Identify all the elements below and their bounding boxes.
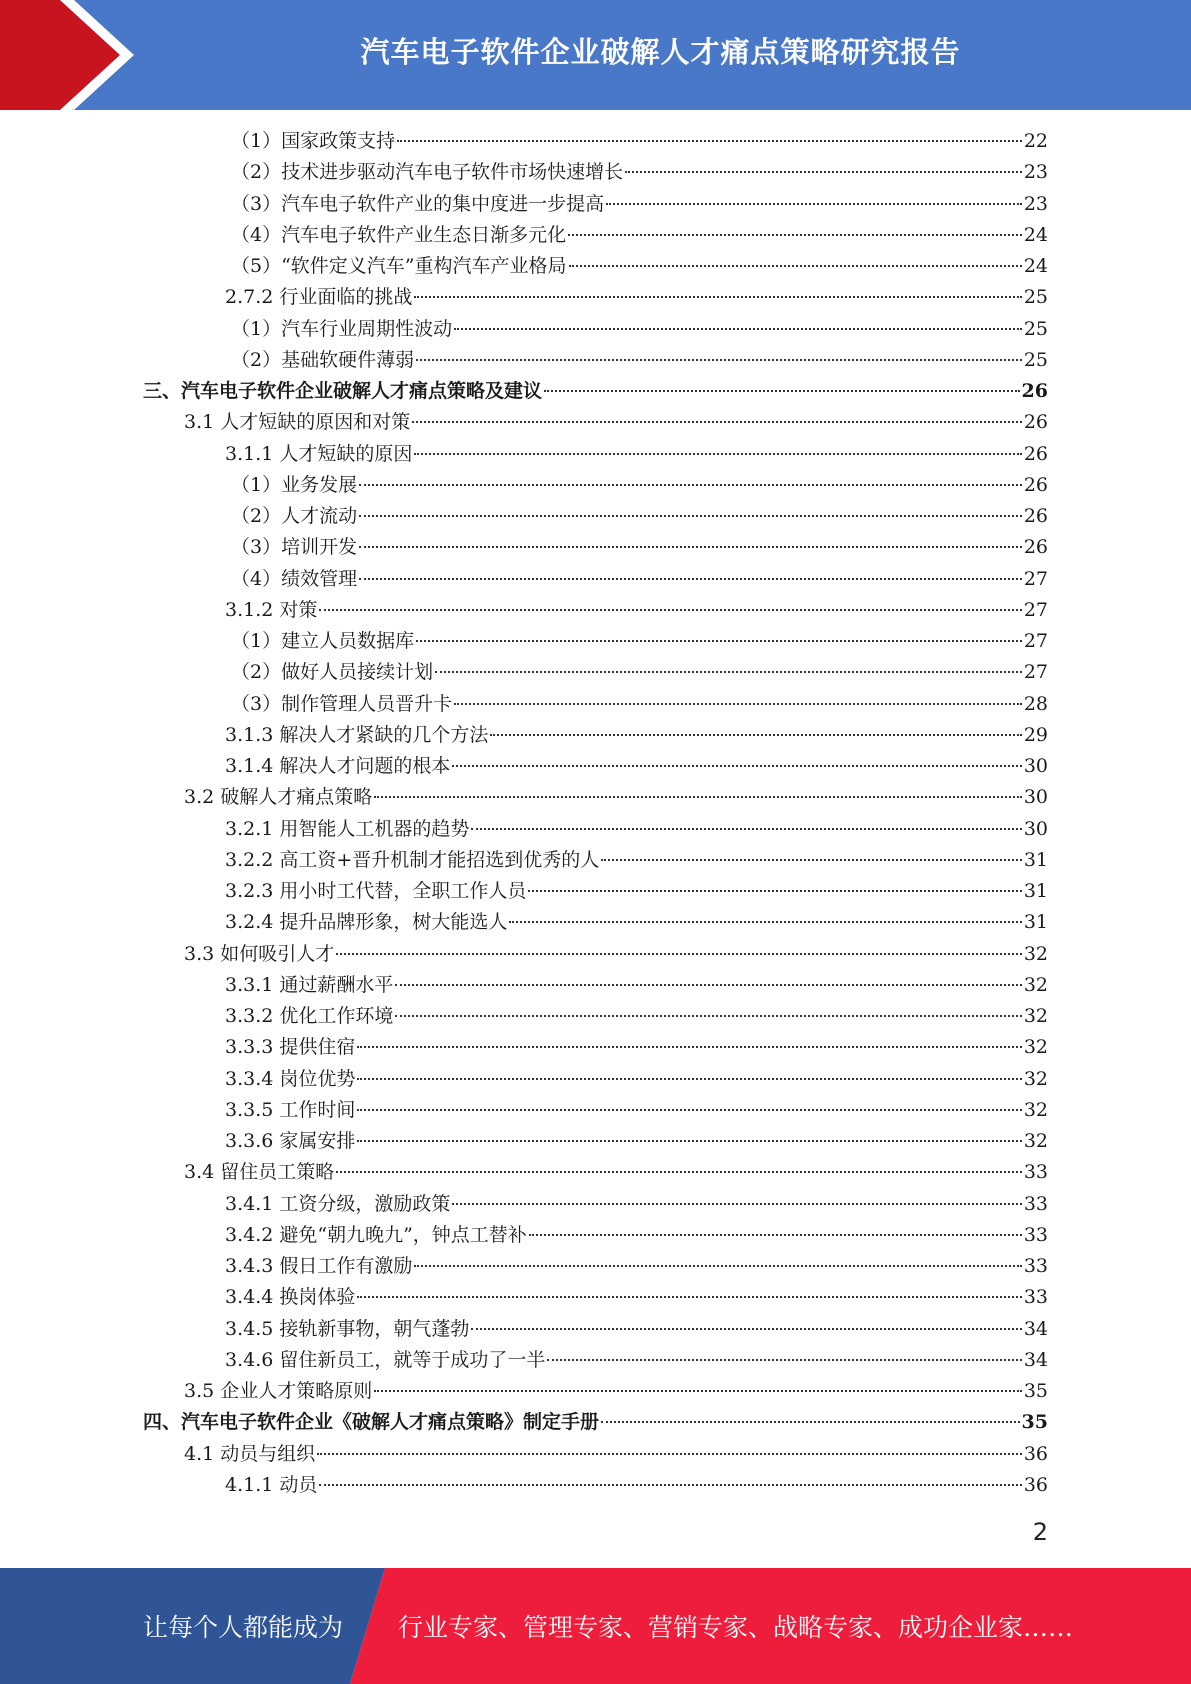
toc-entry[interactable] bbox=[225, 597, 1048, 623]
toc-entry[interactable] bbox=[184, 784, 1048, 810]
toc-entry[interactable] bbox=[225, 1347, 1048, 1373]
toc-entry-title: （1）国家政策支持 bbox=[231, 130, 396, 152]
toc-entry-page: 30 bbox=[1023, 786, 1048, 809]
toc-dot-leader bbox=[529, 1234, 1022, 1236]
toc-entry[interactable] bbox=[184, 1159, 1048, 1185]
toc-entry[interactable] bbox=[184, 941, 1048, 967]
toc-entry-page: 26 bbox=[1023, 411, 1048, 434]
toc-entry-page: 25 bbox=[1023, 317, 1048, 340]
toc-dot-leader bbox=[452, 1203, 1021, 1205]
toc-entry-page: 33 bbox=[1023, 1255, 1048, 1277]
toc-dot-leader bbox=[544, 390, 1020, 392]
toc-dot-leader bbox=[359, 515, 1022, 517]
toc-entry-title: 3.4.6 留住新员工，就等于成功了一半 bbox=[225, 1348, 546, 1371]
toc-entry-title: 三、汽车电子软件企业破解人才痛点策略及建议 bbox=[143, 380, 543, 402]
toc-entry[interactable] bbox=[225, 1253, 1048, 1279]
toc-entry-title: （4）汽车电子软件产业生态日渐多元化 bbox=[231, 223, 567, 246]
toc-dot-leader bbox=[395, 984, 1021, 986]
toc-dot-leader bbox=[359, 546, 1022, 548]
toc-entry[interactable] bbox=[225, 1472, 1048, 1498]
toc-entry-title: 3.4.3 假日工作有激励 bbox=[225, 1255, 413, 1277]
toc-dot-leader bbox=[357, 1296, 1021, 1298]
toc-entry-title: 3.3.1 通过薪酬水平 bbox=[225, 973, 394, 996]
toc-entry-title: 3.4.1 工资分级，激励政策 bbox=[225, 1192, 451, 1215]
toc-entry-title: 3.2.2 高工资+晋升机制才能招选到优秀的人 bbox=[225, 848, 600, 871]
toc-entry[interactable] bbox=[225, 1066, 1048, 1092]
toc-dot-leader bbox=[601, 1421, 1020, 1423]
toc-dot-leader bbox=[319, 1484, 1021, 1486]
toc-entry[interactable] bbox=[225, 1003, 1048, 1029]
toc-entry-page: 30 bbox=[1023, 817, 1048, 840]
toc-entry[interactable] bbox=[225, 847, 1048, 873]
toc-entry[interactable] bbox=[231, 628, 1048, 654]
toc-entry[interactable] bbox=[231, 316, 1048, 342]
toc-dot-leader bbox=[319, 609, 1021, 611]
toc-entry-page: 25 bbox=[1023, 286, 1048, 309]
toc-entry-page: 26 bbox=[1023, 536, 1048, 559]
toc-dot-leader bbox=[414, 296, 1021, 298]
footer-band bbox=[0, 1568, 1191, 1684]
toc-entry-page: 31 bbox=[1023, 911, 1048, 934]
toc-entry-title: 3.1.1 人才短缺的原因 bbox=[225, 442, 413, 465]
toc-entry[interactable] bbox=[231, 534, 1048, 560]
toc-entry-title: 3.3.3 提供住宿 bbox=[225, 1036, 356, 1059]
toc-entry-page: 22 bbox=[1023, 130, 1048, 152]
toc-entry[interactable] bbox=[225, 1222, 1048, 1248]
toc-entry-title: 3.2.3 用小时工代替，全职工作人员 bbox=[225, 880, 527, 902]
toc-entry-page: 31 bbox=[1023, 848, 1048, 871]
toc-entry-title: 3.4.5 接轨新事物，朝气蓬勃 bbox=[225, 1317, 470, 1340]
toc-entry-page: 28 bbox=[1023, 692, 1048, 715]
toc-entry-title: （2）做好人员接续计划 bbox=[231, 661, 434, 684]
toc-dot-leader bbox=[374, 796, 1022, 798]
toc-dot-leader bbox=[336, 1171, 1022, 1173]
toc-entry-page: 24 bbox=[1023, 223, 1048, 246]
toc-dot-leader bbox=[454, 703, 1022, 705]
toc-entry-title: 3.1 人才短缺的原因和对策 bbox=[184, 411, 411, 434]
toc-dot-leader bbox=[357, 1078, 1021, 1080]
toc-dot-leader bbox=[395, 1015, 1021, 1017]
toc-entry-title: （4）绩效管理 bbox=[231, 567, 358, 590]
toc-entry-page: 27 bbox=[1023, 567, 1048, 590]
toc-entry[interactable] bbox=[225, 722, 1048, 748]
toc-entry-title: （2）基础软硬件薄弱 bbox=[231, 348, 415, 371]
toc-entry-title: 2.7.2 行业面临的挑战 bbox=[225, 286, 413, 309]
toc-entry-title: 4.1.1 动员 bbox=[225, 1473, 318, 1496]
toc-entry-title: （1）建立人员数据库 bbox=[231, 630, 415, 652]
toc-entry-title: （1）汽车行业周期性波动 bbox=[231, 317, 453, 340]
toc-entry-page: 32 bbox=[1023, 1130, 1048, 1152]
toc-entry[interactable] bbox=[231, 691, 1048, 717]
toc-entry-page: 26 bbox=[1023, 442, 1048, 465]
toc-entry[interactable] bbox=[231, 222, 1048, 248]
toc-entry-title: 3.1.4 解决人才问题的根本 bbox=[225, 755, 451, 777]
toc-dot-leader bbox=[601, 859, 1022, 861]
toc-entry-title: 3.4.4 换岗体验 bbox=[225, 1286, 356, 1309]
toc-dot-leader bbox=[471, 1328, 1021, 1330]
toc-entry-page: 23 bbox=[1023, 192, 1048, 215]
toc-entry[interactable] bbox=[231, 566, 1048, 592]
toc-entry-title: 3.3.2 优化工作环境 bbox=[225, 1005, 394, 1027]
toc-dot-leader bbox=[547, 1359, 1021, 1361]
toc-entry-page: 32 bbox=[1023, 1098, 1048, 1121]
toc-entry-page: 33 bbox=[1023, 1286, 1048, 1309]
toc-dot-leader bbox=[490, 734, 1021, 736]
toc-entry-page: 30 bbox=[1023, 755, 1048, 777]
toc-entry-page: 24 bbox=[1023, 255, 1048, 277]
toc-entry-title: 3.5 企业人才策略原则 bbox=[184, 1380, 373, 1402]
toc-entry-page: 26 bbox=[1023, 473, 1048, 496]
toc-entry-page: 33 bbox=[1023, 1192, 1048, 1215]
toc-dot-leader bbox=[359, 578, 1022, 580]
toc-entry-title: 3.4.2 避免“朝九晚九”，钟点工替补 bbox=[225, 1223, 527, 1246]
toc-entry-title: （1）业务发展 bbox=[231, 473, 358, 496]
toc-dot-leader bbox=[336, 953, 1022, 955]
toc-dot-leader bbox=[357, 1109, 1021, 1111]
toc-entry[interactable] bbox=[225, 1128, 1048, 1154]
toc-entry-title: 3.3.5 工作时间 bbox=[225, 1098, 356, 1121]
report-title: 汽车电子软件企业破解人才痛点策略研究报告 bbox=[360, 34, 961, 69]
toc-entry-page: 35 bbox=[1023, 1380, 1048, 1402]
toc-chapter-entry[interactable] bbox=[143, 1409, 1048, 1435]
toc-entry[interactable] bbox=[225, 1316, 1048, 1342]
toc-entry-title: 3.2.4 提升品牌形象，树大能选人 bbox=[225, 911, 508, 934]
toc-entry[interactable] bbox=[231, 128, 1048, 154]
toc-dot-leader bbox=[416, 640, 1022, 642]
toc-entry-title: （3）制作管理人员晋升卡 bbox=[231, 692, 453, 715]
toc-dot-leader bbox=[454, 328, 1022, 330]
toc-entry[interactable] bbox=[225, 753, 1048, 779]
toc-entry-title: 四、汽车电子软件企业《破解人才痛点策略》制定手册 bbox=[143, 1411, 600, 1434]
toc-dot-leader bbox=[317, 1453, 1022, 1455]
toc-entry-title: （3）培训开发 bbox=[231, 536, 358, 559]
toc-entry-page: 32 bbox=[1023, 1036, 1048, 1059]
toc-entry-page: 35 bbox=[1021, 1411, 1048, 1434]
toc-entry-page: 26 bbox=[1021, 380, 1048, 402]
toc-entry[interactable] bbox=[184, 409, 1048, 435]
toc-entry-page: 31 bbox=[1023, 880, 1048, 902]
toc-entry[interactable] bbox=[225, 1191, 1048, 1217]
toc-entry-title: （3）汽车电子软件产业的集中度进一步提高 bbox=[231, 192, 605, 215]
toc-entry[interactable] bbox=[225, 284, 1048, 310]
toc-entry[interactable] bbox=[225, 1097, 1048, 1123]
toc-entry[interactable] bbox=[225, 441, 1048, 467]
toc-dot-leader bbox=[568, 234, 1022, 236]
toc-entry[interactable] bbox=[231, 159, 1048, 185]
toc-dot-leader bbox=[357, 1046, 1021, 1048]
toc-entry[interactable] bbox=[231, 503, 1048, 529]
toc-entry-page: 34 bbox=[1023, 1348, 1048, 1371]
toc-entry-title: 3.3.4 岗位优势 bbox=[225, 1067, 356, 1090]
toc-dot-leader bbox=[528, 890, 1021, 892]
toc-entry-title: 3.1.2 对策 bbox=[225, 598, 318, 621]
toc-entry-title: 3.3.6 家属安排 bbox=[225, 1130, 356, 1152]
toc-dot-leader bbox=[414, 1265, 1021, 1267]
toc-dot-leader bbox=[606, 203, 1022, 205]
toc-entry-page: 27 bbox=[1023, 598, 1048, 621]
toc-dot-leader bbox=[569, 265, 1022, 267]
toc-entry[interactable] bbox=[225, 878, 1048, 904]
toc-entry-title: （5）“软件定义汽车”重构汽车产业格局 bbox=[231, 255, 567, 277]
toc-entry-page: 32 bbox=[1023, 942, 1048, 965]
toc-entry[interactable] bbox=[225, 1034, 1048, 1060]
toc-dot-leader bbox=[625, 171, 1022, 173]
toc-entry-title: 3.2.1 用智能人工机器的趋势 bbox=[225, 817, 470, 840]
toc-entry-page: 33 bbox=[1023, 1223, 1048, 1246]
toc-entry-page: 27 bbox=[1023, 661, 1048, 684]
toc-dot-leader bbox=[359, 484, 1022, 486]
toc-entry[interactable] bbox=[225, 816, 1048, 842]
toc-entry-title: 3.3 如何吸引人才 bbox=[184, 942, 335, 965]
toc-entry[interactable] bbox=[225, 1284, 1048, 1310]
toc-entry[interactable] bbox=[231, 191, 1048, 217]
toc-dot-leader bbox=[435, 671, 1022, 673]
toc-entry[interactable] bbox=[231, 253, 1048, 279]
footer-slogan-right: 行业专家、管理专家、营销专家、战略专家、成功企业家…… bbox=[398, 1613, 1074, 1642]
toc-dot-leader bbox=[414, 453, 1021, 455]
toc-dot-leader bbox=[412, 421, 1022, 423]
toc-dot-leader bbox=[452, 765, 1021, 767]
toc-entry-page: 36 bbox=[1023, 1442, 1048, 1465]
toc-entry-page: 25 bbox=[1023, 348, 1048, 371]
toc-entry-page: 26 bbox=[1023, 505, 1048, 527]
toc-entry[interactable] bbox=[184, 1378, 1048, 1404]
toc-entry-page: 23 bbox=[1023, 161, 1048, 184]
toc-entry-page: 36 bbox=[1023, 1473, 1048, 1496]
footer-slogan-left: 让每个人都能成为 bbox=[143, 1613, 344, 1642]
toc-entry-page: 32 bbox=[1023, 1005, 1048, 1027]
toc-dot-leader bbox=[357, 1140, 1021, 1142]
toc-entry-title: 4.1 动员与组织 bbox=[184, 1442, 316, 1465]
toc-entry[interactable] bbox=[225, 909, 1048, 935]
toc-entry-page: 33 bbox=[1023, 1161, 1048, 1184]
toc-dot-leader bbox=[397, 140, 1022, 142]
toc-entry[interactable] bbox=[225, 972, 1048, 998]
toc-entry[interactable] bbox=[231, 347, 1048, 373]
header-band bbox=[0, 0, 1191, 110]
toc-entry-title: 3.2 破解人才痛点策略 bbox=[184, 786, 373, 809]
toc-entry-title: （2）人才流动 bbox=[231, 505, 358, 527]
toc-dot-leader bbox=[416, 359, 1022, 361]
toc-entry-title: 3.4 留住员工策略 bbox=[184, 1161, 335, 1184]
toc-entry-page: 32 bbox=[1023, 1067, 1048, 1090]
toc-entry[interactable] bbox=[231, 659, 1048, 685]
toc-entry-title: （2）技术进步驱动汽车电子软件市场快速增长 bbox=[231, 161, 624, 184]
toc-entry[interactable] bbox=[184, 1441, 1048, 1467]
toc-entry-title: 3.1.3 解决人才紧缺的几个方法 bbox=[225, 723, 489, 746]
toc-dot-leader bbox=[471, 828, 1021, 830]
toc-entry-page: 34 bbox=[1023, 1317, 1048, 1340]
toc-entry-page: 32 bbox=[1023, 973, 1048, 996]
page-number: 2 bbox=[1032, 1518, 1048, 1546]
toc-dot-leader bbox=[374, 1390, 1022, 1392]
toc-entry-page: 27 bbox=[1023, 630, 1048, 652]
toc-dot-leader bbox=[509, 921, 1021, 923]
toc-entry[interactable] bbox=[231, 472, 1048, 498]
toc-chapter-entry[interactable] bbox=[143, 378, 1048, 404]
toc-entry-page: 29 bbox=[1023, 723, 1048, 746]
